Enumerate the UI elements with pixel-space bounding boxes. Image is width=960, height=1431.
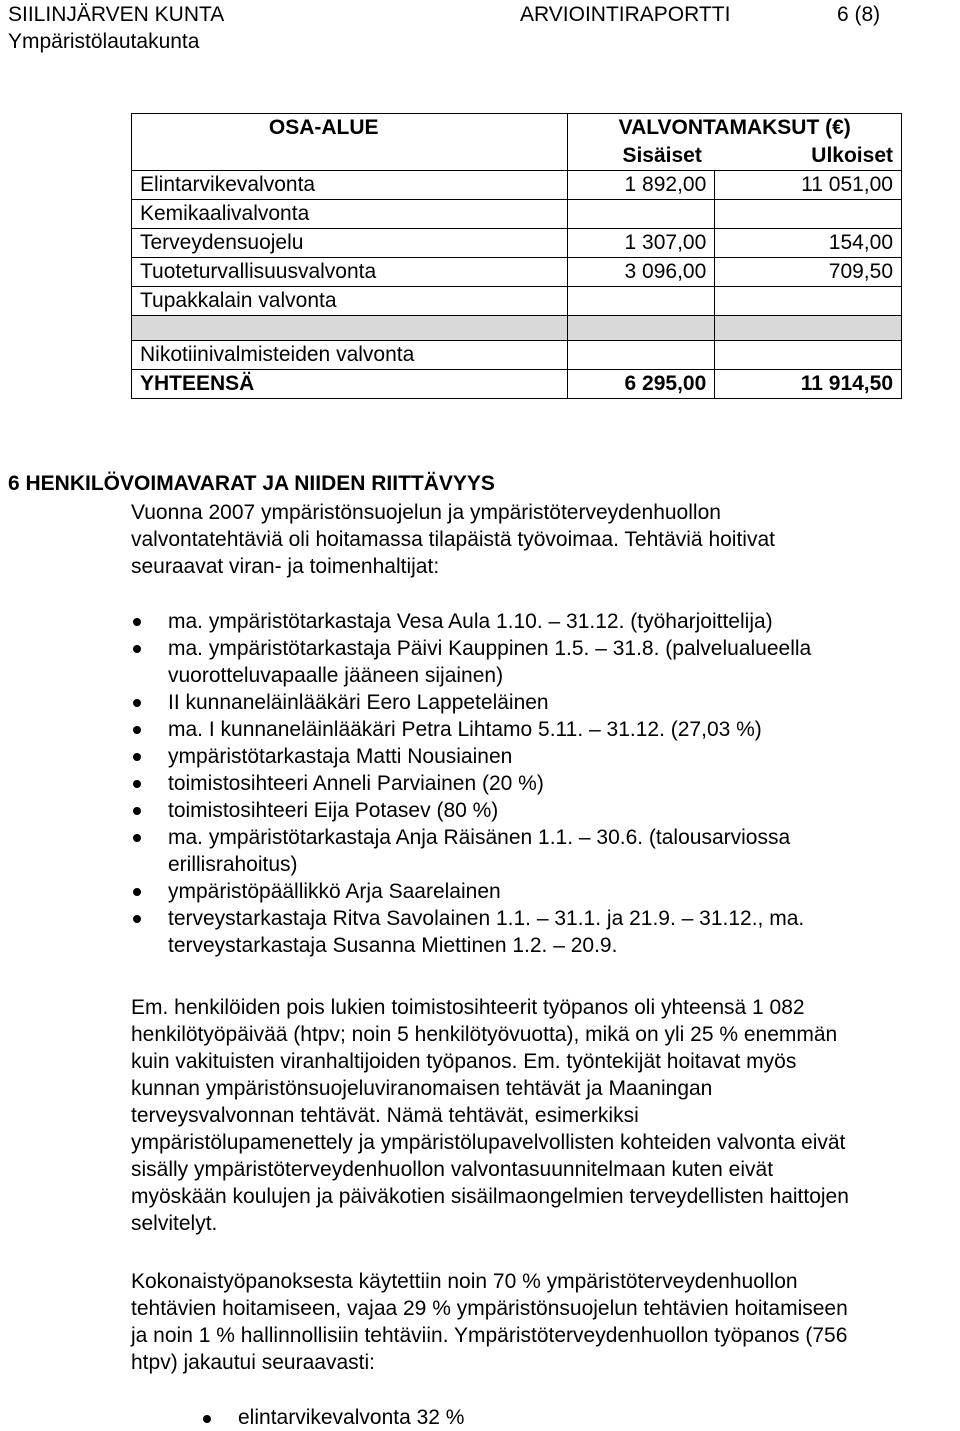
row-area: Tupakkalain valvonta (132, 287, 568, 316)
row-area: Kemikaalivalvonta (132, 200, 568, 229)
list-item: toimistosihteeri Anneli Parviainen (20 %) (131, 770, 911, 797)
intro-line: seuraavat viran- ja toimenhaltijat: (131, 555, 440, 578)
header-page-number: 6 (8) (837, 3, 881, 26)
row-external (715, 200, 902, 229)
list-item: ma. I kunnaneläinlääkäri Petra Lihtamo 5.11. – 31.12. (27,03 %) (131, 716, 911, 743)
col-internal-header: Sisäiset (622, 144, 702, 167)
row-internal (568, 341, 715, 370)
list-item: ma. ympäristötarkastaja Anja Räisänen 1.1. – 30.6. (talousarviossa erillisrahoitus) (131, 824, 911, 878)
list-item: terveystarkastaja Ritva Savolainen 1.1. – 31.1. ja 21.9. – 31.12., ma. terveystarkastaja Susanna Miettinen 1.2. – 20.9. (131, 905, 911, 959)
list-item: II kunnaneläinlääkäri Eero Lappeteläinen (131, 689, 911, 716)
para-line: terveysvalvonnan tehtävät. Nämä tehtävät, esimerkiksi (131, 1104, 639, 1127)
list-item: toimistosihteeri Eija Potasev (80 %) (131, 797, 911, 824)
paragraph-distribution (131, 1268, 931, 1376)
section-intro (131, 499, 931, 580)
table-row (132, 171, 902, 200)
col-external-header: Ulkoiset (811, 144, 893, 167)
para-line: htpv) jakautui seuraavasti: (131, 1351, 375, 1374)
row-area: Terveydensuojelu (132, 229, 568, 258)
intro-line: Vuonna 2007 ympäristönsuojelun ja ympäristöterveydenhuollon (131, 501, 721, 524)
table-row (132, 200, 902, 229)
para-line: Em. henkilöiden pois lukien toimistosihteerit työpanos oli yhteensä 1 082 (131, 996, 805, 1019)
header-doc-type: ARVIOINTIRAPORTTI (520, 3, 731, 26)
list-item: elintarvikevalvonta 32 % (201, 1405, 464, 1431)
para-line: kunnan ympäristönsuojeluviranomaisen tehtävät ja Maaningan (131, 1077, 713, 1100)
table-row (132, 258, 902, 287)
row-external (715, 316, 902, 341)
header-org: SIILINJÄRVEN KUNTA (8, 3, 225, 26)
row-external (715, 287, 902, 316)
paragraph-workload (131, 994, 931, 1237)
total-external: 11 914,50 (715, 370, 902, 399)
para-line: myöskään koulujen ja päiväkotien sisäilmaongelmien terveydellisten haittojen (131, 1185, 849, 1208)
intro-line: valvontatehtäviä oli hoitamassa tilapäistä työvoimaa. Tehtäviä hoitivat (131, 528, 775, 551)
table-total-row (132, 370, 902, 399)
row-internal: 1 892,00 (568, 171, 715, 200)
table-subheader-row (132, 142, 902, 171)
row-area (132, 316, 568, 341)
para-line: henkilötyöpäivää (htpv; noin 5 henkilötyövuotta), mikä on yli 25 % enemmän (131, 1023, 838, 1046)
row-internal: 3 096,00 (568, 258, 715, 287)
para-line: tehtävien hoitamiseen, vajaa 29 % ympäristönsuojelun tehtävien hoitamiseen (131, 1297, 848, 1320)
row-area: Elintarvikevalvonta (132, 171, 568, 200)
row-area: Tuoteturvallisuusvalvonta (132, 258, 568, 287)
row-external: 154,00 (715, 229, 902, 258)
row-external: 11 051,00 (715, 171, 902, 200)
list-item: ma. ympäristötarkastaja Päivi Kauppinen 1.5. – 31.8. (palvelualueella vuorotteluvapaalle jääneen sijainen) (131, 635, 911, 689)
table-row-shaded (132, 316, 902, 341)
para-line: Kokonaistyöpanoksesta käytettiin noin 70 % ympäristöterveydenhuollon (131, 1270, 798, 1293)
row-external (715, 341, 902, 370)
para-line: ympäristölupamenettely ja ympäristölupavelvollisten kohteiden valvonta eivät (131, 1131, 846, 1154)
para-line: selvitelyt. (131, 1212, 218, 1235)
row-internal (568, 316, 715, 341)
section-heading: 6 HENKILÖVOIMAVARAT JA NIIDEN RIITTÄVYYS (8, 472, 495, 495)
table-row (132, 229, 902, 258)
para-line: kuin vakituisten viranhaltijoiden työpanos. Em. työntekijät hoitavat myös (131, 1050, 797, 1073)
col-area-header: OSA-ALUE (132, 114, 568, 143)
row-internal (568, 287, 715, 316)
col-fees-header: VALVONTAMAKSUT (€) (568, 114, 902, 143)
para-line: ja noin 1 % hallinnollisiin tehtäviin. Ympäristöterveydenhuollon työpanos (756 (131, 1324, 848, 1347)
total-internal: 6 295,00 (568, 370, 715, 399)
list-item: ympäristötarkastaja Matti Nousiainen (131, 743, 911, 770)
table-row (132, 287, 902, 316)
row-internal: 1 307,00 (568, 229, 715, 258)
table-header-row (132, 114, 902, 143)
table-row (132, 341, 902, 370)
list-item: ympäristöpäällikkö Arja Saarelainen (131, 878, 911, 905)
col-subheaders (568, 142, 902, 171)
staff-list (131, 608, 911, 959)
row-external: 709,50 (715, 258, 902, 287)
header-dept: Ympäristölautakunta (8, 30, 200, 53)
list-item: ma. ympäristötarkastaja Vesa Aula 1.10. – 31.12. (työharjoittelija) (131, 608, 911, 635)
row-area: Nikotiinivalmisteiden valvonta (132, 341, 568, 370)
fee-table (131, 113, 902, 399)
row-internal (568, 200, 715, 229)
para-line: sisälly ympäristöterveydenhuollon valvontasuunnitelmaan kuten eivät (131, 1158, 774, 1181)
total-label: YHTEENSÄ (132, 370, 568, 399)
